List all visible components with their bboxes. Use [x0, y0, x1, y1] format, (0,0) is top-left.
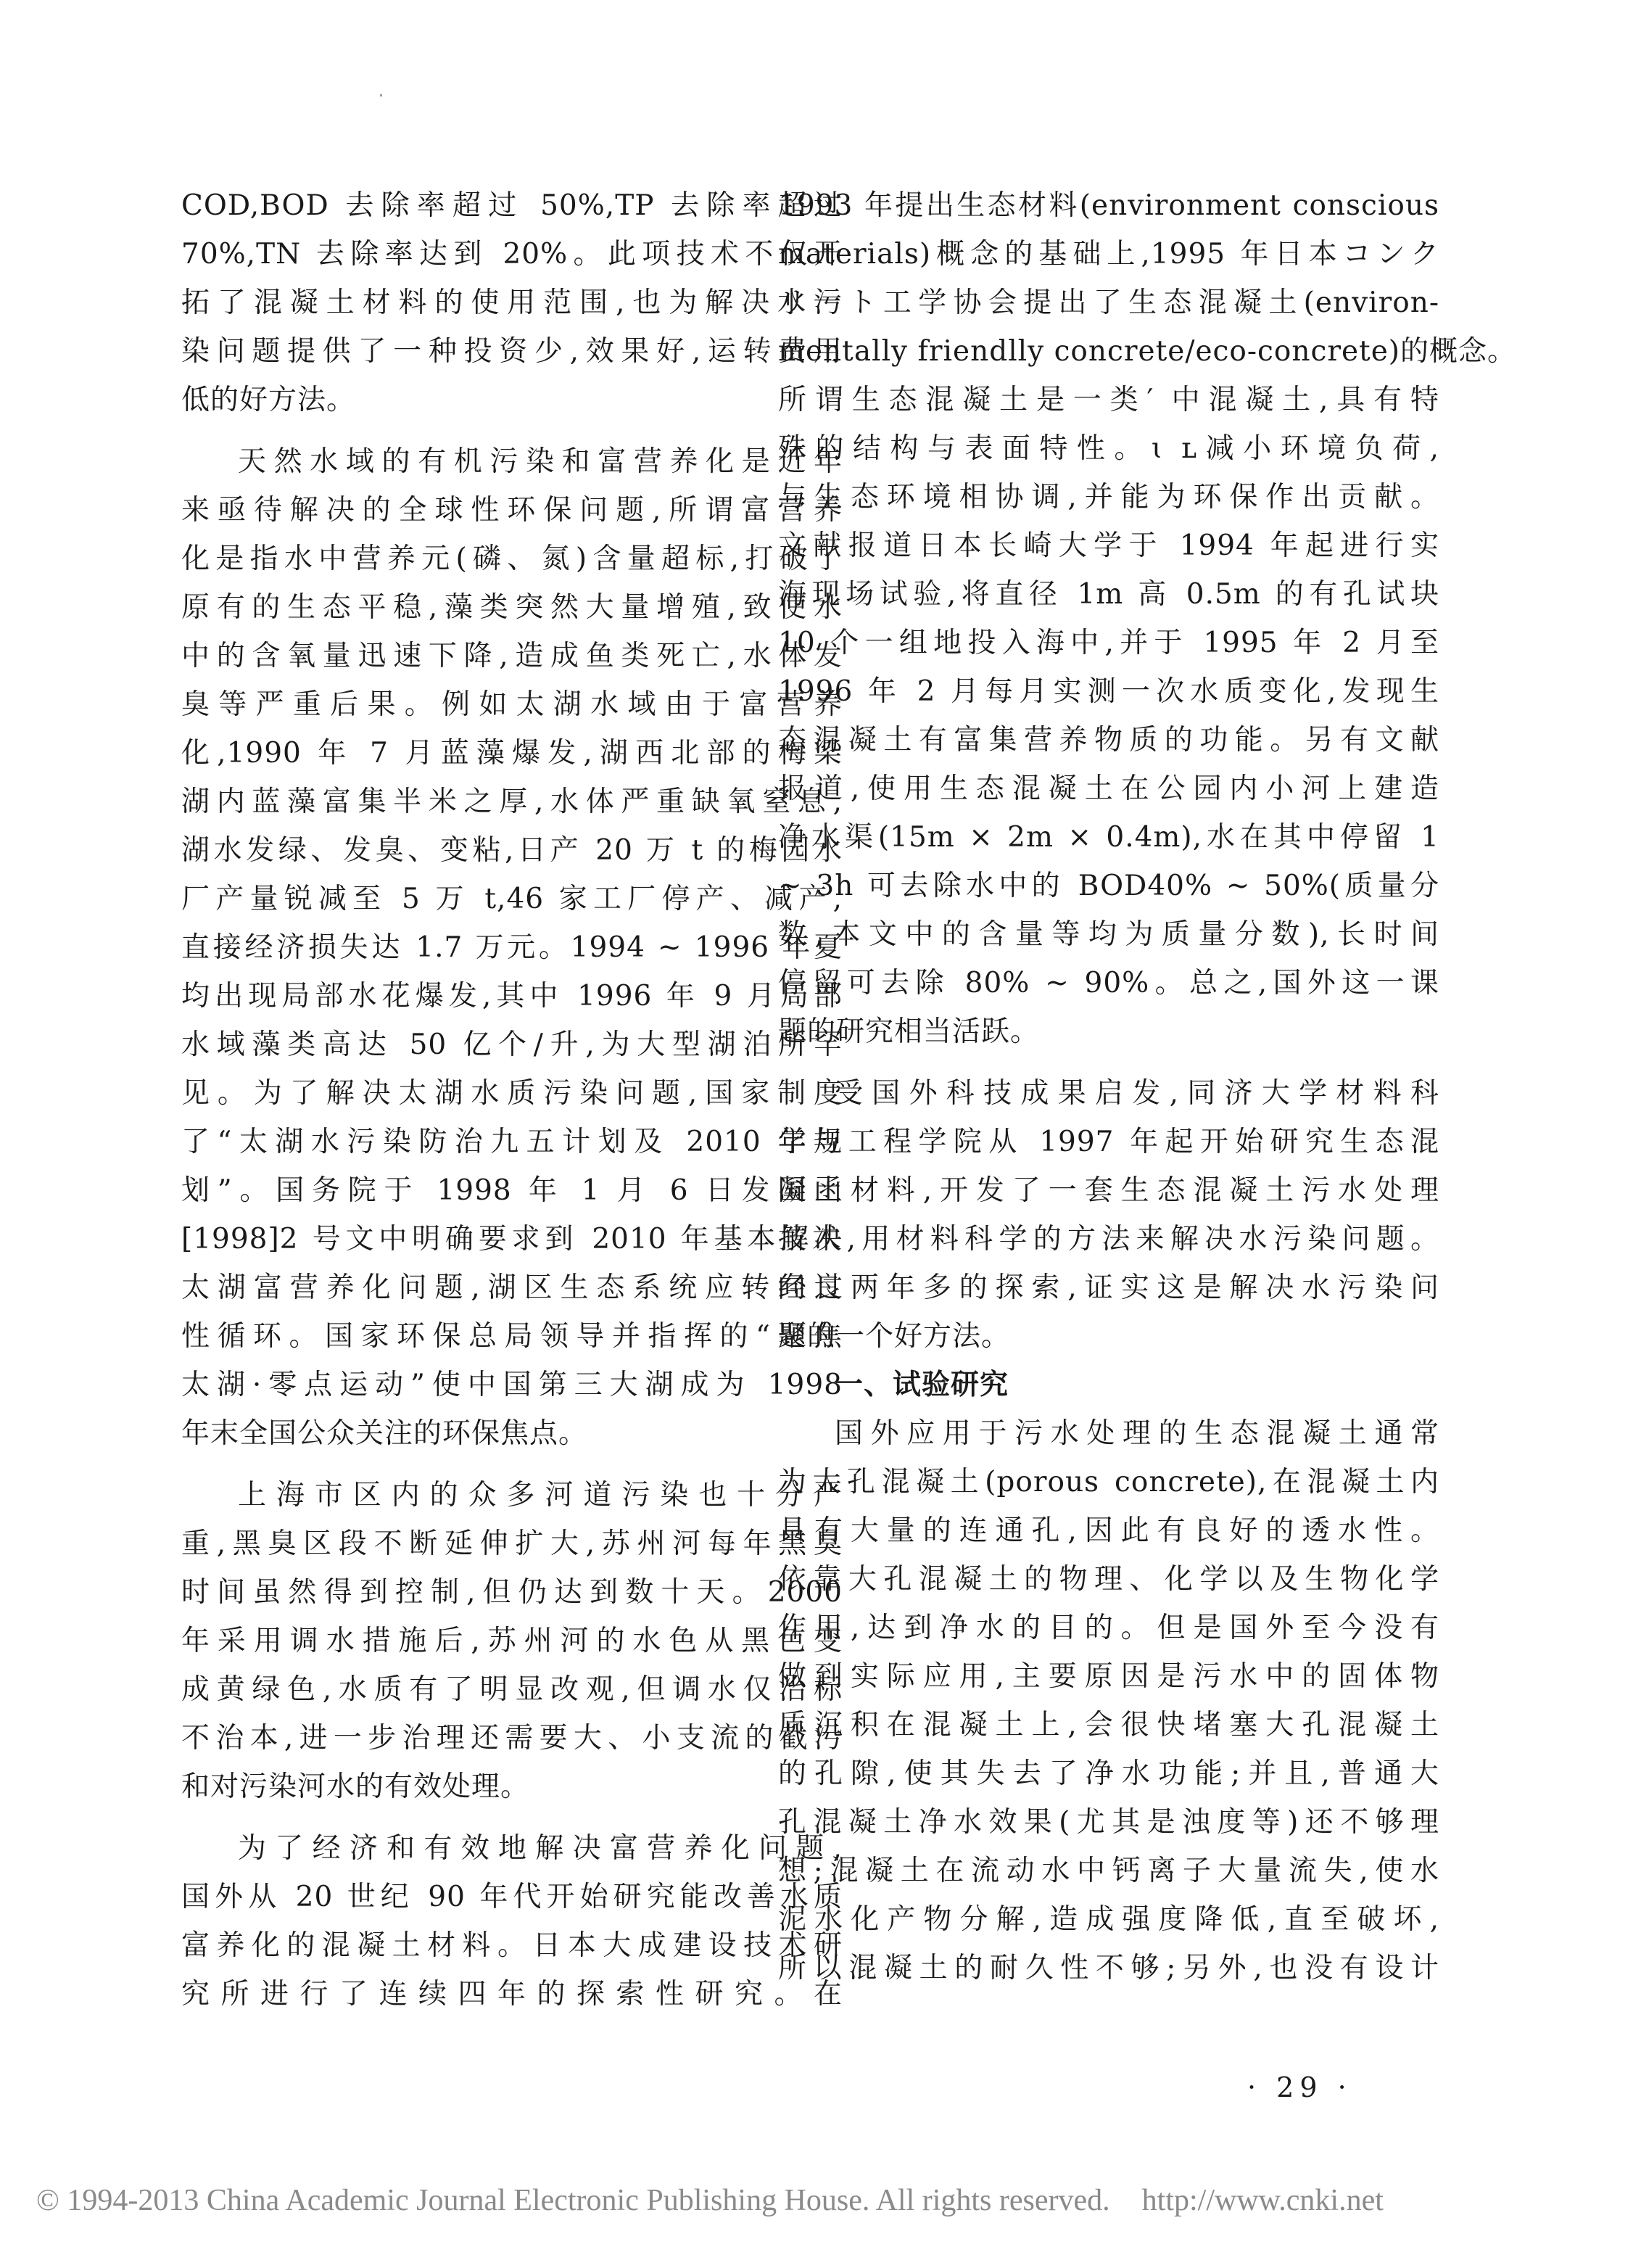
text-line: 做到实际应用,主要原因是污水中的固体物 [778, 1660, 1439, 1693]
section-heading: 一、试验研究 [835, 1368, 1009, 1401]
text-line: 湖水发绿、发臭、变粘,日产 20 万 t 的梅园水 [181, 834, 843, 867]
text-line: 题的一个好方法。 [778, 1320, 1011, 1353]
text-line: 臭等严重后果。例如太湖水域由于富营养 [181, 688, 843, 721]
paragraph-gap [778, 1056, 1439, 1069]
paragraph-gap [181, 424, 843, 437]
text-line: 时间虽然得到控制,但仍达到数十天。2000 [181, 1576, 843, 1609]
text-line: 低的好方法。 [181, 384, 356, 416]
text-line: 湖内蓝藻富集半米之厚,水体严重缺氧窒息, [181, 785, 843, 818]
text-line: 1993 年提出生态材料(environment conscious [778, 189, 1439, 222]
text-line: 国外从 20 世纪 90 年代开始研究能改善水质 [181, 1881, 843, 1913]
text-line: 文献报道日本长崎大学于 1994 年起进行实 [778, 529, 1439, 562]
text-line: COD,BOD 去除率超过 50%,TP 去除率超过 [181, 189, 843, 222]
page-number: · 29 · [1247, 2071, 1352, 2103]
text-line: 停留可去除 80% ~ 90%。总之,国外这一课 [778, 967, 1439, 999]
text-line: 拓了混凝土材料的使用范围,也为解决水污 [181, 286, 843, 319]
text-line: 性循环。国家环保总局领导并指挥的“聚焦 [181, 1320, 843, 1353]
text-line: 的孔隙,使其失去了净水功能;并且,普通大 [778, 1757, 1439, 1790]
text-line: 题的研究相当活跃。 [778, 1015, 1040, 1048]
text-line: 受国外科技成果启发,同济大学材料科 [835, 1077, 1439, 1110]
text-line: 经过两年多的探索,证实这是解决水污染问 [778, 1271, 1439, 1304]
text-line: 净水渠(15m × 2m × 0.4m),水在其中停留 1 [778, 821, 1439, 854]
paragraph [181, 1824, 843, 2018]
footer-copyright: © 1994-2013 China Academic Journal Electronic Publishing House. All rights reserved. [36, 2184, 1110, 2217]
text-line: 了“太湖水污染防治九五计划及 2010 年规 [181, 1126, 843, 1158]
right-column [778, 181, 1517, 1992]
paragraph-gap [181, 1811, 843, 1824]
text-line: 成黄绿色,水质有了明显改观,但调水仅治标 [181, 1673, 843, 1706]
text-line: 数,本文中的含量等均为质量分数),长时间 [778, 918, 1439, 951]
text-line: 太湖·零点运动”使中国第三大湖成为 1998 [181, 1369, 843, 1401]
text-line: 均出现局部水花爆发,其中 1996 年 9 月局部 [181, 980, 843, 1013]
paragraph [778, 181, 1517, 1056]
text-line: 报道,使用生态混凝土在公园内小河上建造 [778, 772, 1439, 805]
text-line: 见。为了解决太湖水质污染问题,国家制度 [181, 1077, 843, 1110]
text-line: 太湖富营养化问题,湖区生态系统应转向良 [181, 1271, 843, 1304]
text-line: 所谓生态混凝土是一类′ 中混凝土,具有特 [778, 384, 1439, 416]
text-line: 技术,用材料科学的方法来解决水污染问题。 [778, 1223, 1439, 1255]
text-line: 孔混凝土净水效果(尤其是浊度等)还不够理 [778, 1806, 1439, 1839]
text-line: 来亟待解决的全球性环保问题,所谓富营养 [181, 494, 843, 527]
text-line: 国外应用于污水处理的生态混凝土通常 [835, 1417, 1439, 1450]
text-line: 10 个一组地投入海中,并于 1995 年 2 月至 [778, 627, 1439, 659]
text-line: 直接经济损失达 1.7 万元。1994 ~ 1996 年夏 [181, 931, 843, 964]
text-line: 天然水域的有机污染和富营养化是近年 [238, 445, 843, 478]
text-line: 化是指水中营养元(磷、氮)含量超标,打破了 [181, 543, 843, 575]
paragraph [778, 1069, 1439, 1361]
text-line: 年末全国公众关注的环保焦点。 [181, 1417, 588, 1450]
left-column [181, 181, 843, 2018]
text-line: 划”。国务院于 1998 年 1 月 6 日发国函 [181, 1174, 843, 1207]
text-line: 究所进行了连续四年的探索性研究。在 [181, 1978, 843, 2011]
text-line: 富养化的混凝土材料。日本大成建设技术研 [181, 1929, 843, 1962]
scan-speck [380, 94, 382, 96]
text-line: [1998]2 号文中明确要求到 2010 年基本解决 [181, 1223, 843, 1255]
footer-url[interactable]: http://www.cnki.net [1141, 2184, 1384, 2217]
text-line: 不治本,进一步治理还需要大、小支流的截污 [181, 1722, 843, 1754]
footer [36, 2183, 1384, 2218]
text-line: 与生态环境相协调,并能为环保作出贡献。 [778, 481, 1439, 514]
text-line: 学与工程学院从 1997 年起开始研究生态混 [778, 1126, 1439, 1158]
text-line: 染问题提供了一种投资少,效果好,运转费用 [181, 335, 843, 368]
text-line: materials)概念的基础上,1995 年日本コンク [778, 238, 1439, 271]
text-line: 泥水化产物分解,造成强度降低,直至破坏, [778, 1903, 1439, 1936]
text-line: 化,1990 年 7 月蓝藻爆发,湖西北部的梅梁 [181, 737, 843, 770]
text-line: 和对污染河水的有效处理。 [181, 1770, 530, 1803]
text-line: 70%,TN 去除率达到 20%。此项技术不仅开 [181, 238, 843, 271]
text-line: 作用,达到净水的目的。但是国外至今没有 [778, 1612, 1439, 1644]
text-line: 具有大量的连通孔,因此有良好的透水性。 [778, 1514, 1439, 1547]
text-line: 为了经济和有效地解决富营养化问题, [238, 1832, 843, 1865]
paragraph [181, 1471, 843, 1811]
text-line: 所以混凝土的耐久性不够;另外,也没有设计 [778, 1952, 1439, 1984]
text-line: 态混凝土有富集营养物质的功能。另有文献 [778, 724, 1439, 756]
text-line: 依靠大孔混凝土的物理、化学以及生物化学 [778, 1563, 1439, 1596]
paragraph-gap [181, 1458, 843, 1471]
text-line: ~ 3h 可去除水中的 BOD40% ~ 50%(质量分 [778, 870, 1439, 902]
text-line: 想;混凝土在流动水中钙离子大量流失,使水 [778, 1855, 1439, 1887]
paragraph [181, 437, 843, 1458]
text-line: 中的含氧量迅速下降,造成鱼类死亡,水体发 [181, 640, 843, 672]
text-line: リ一ト工学协会提出了生态混凝土(environ- [778, 286, 1439, 319]
text-line: 为大孔混凝土(porous concrete),在混凝土内 [778, 1466, 1439, 1498]
text-line: 年采用调水措施后,苏州河的水色从黑色变 [181, 1625, 843, 1657]
text-line: 原有的生态平稳,藻类突然大量增殖,致使水 [181, 591, 843, 624]
text-line: 质沉积在混凝土上,会很快堵塞大孔混凝土 [778, 1709, 1439, 1741]
text-line: 凝土材料,开发了一套生态混凝土污水处理 [778, 1174, 1439, 1207]
text-line: 水域藻类高达 50 亿个/升,为大型湖泊所罕 [181, 1028, 843, 1061]
paragraph [778, 1409, 1439, 1992]
text-line: mentally friendlly concrete/eco-concrete)的概念。 [778, 335, 1517, 368]
text-line: 殊的结构与表面特性。ɩ ʟ减小环境负荷, [778, 432, 1439, 465]
text-line: 上海市区内的众多河道污染也十分严 [238, 1479, 843, 1512]
text-line: 海现场试验,将直径 1m 高 0.5m 的有孔试块 [778, 578, 1439, 611]
paragraph [181, 181, 843, 424]
text-line: 重,黑臭区段不断延伸扩大,苏州河每年黑臭 [181, 1527, 843, 1560]
text-line: 厂产量锐减至 5 万 t,46 家工厂停产、减产, [181, 883, 843, 915]
text-line: 1996 年 2 月每月实测一次水质变化,发现生 [778, 675, 1439, 708]
